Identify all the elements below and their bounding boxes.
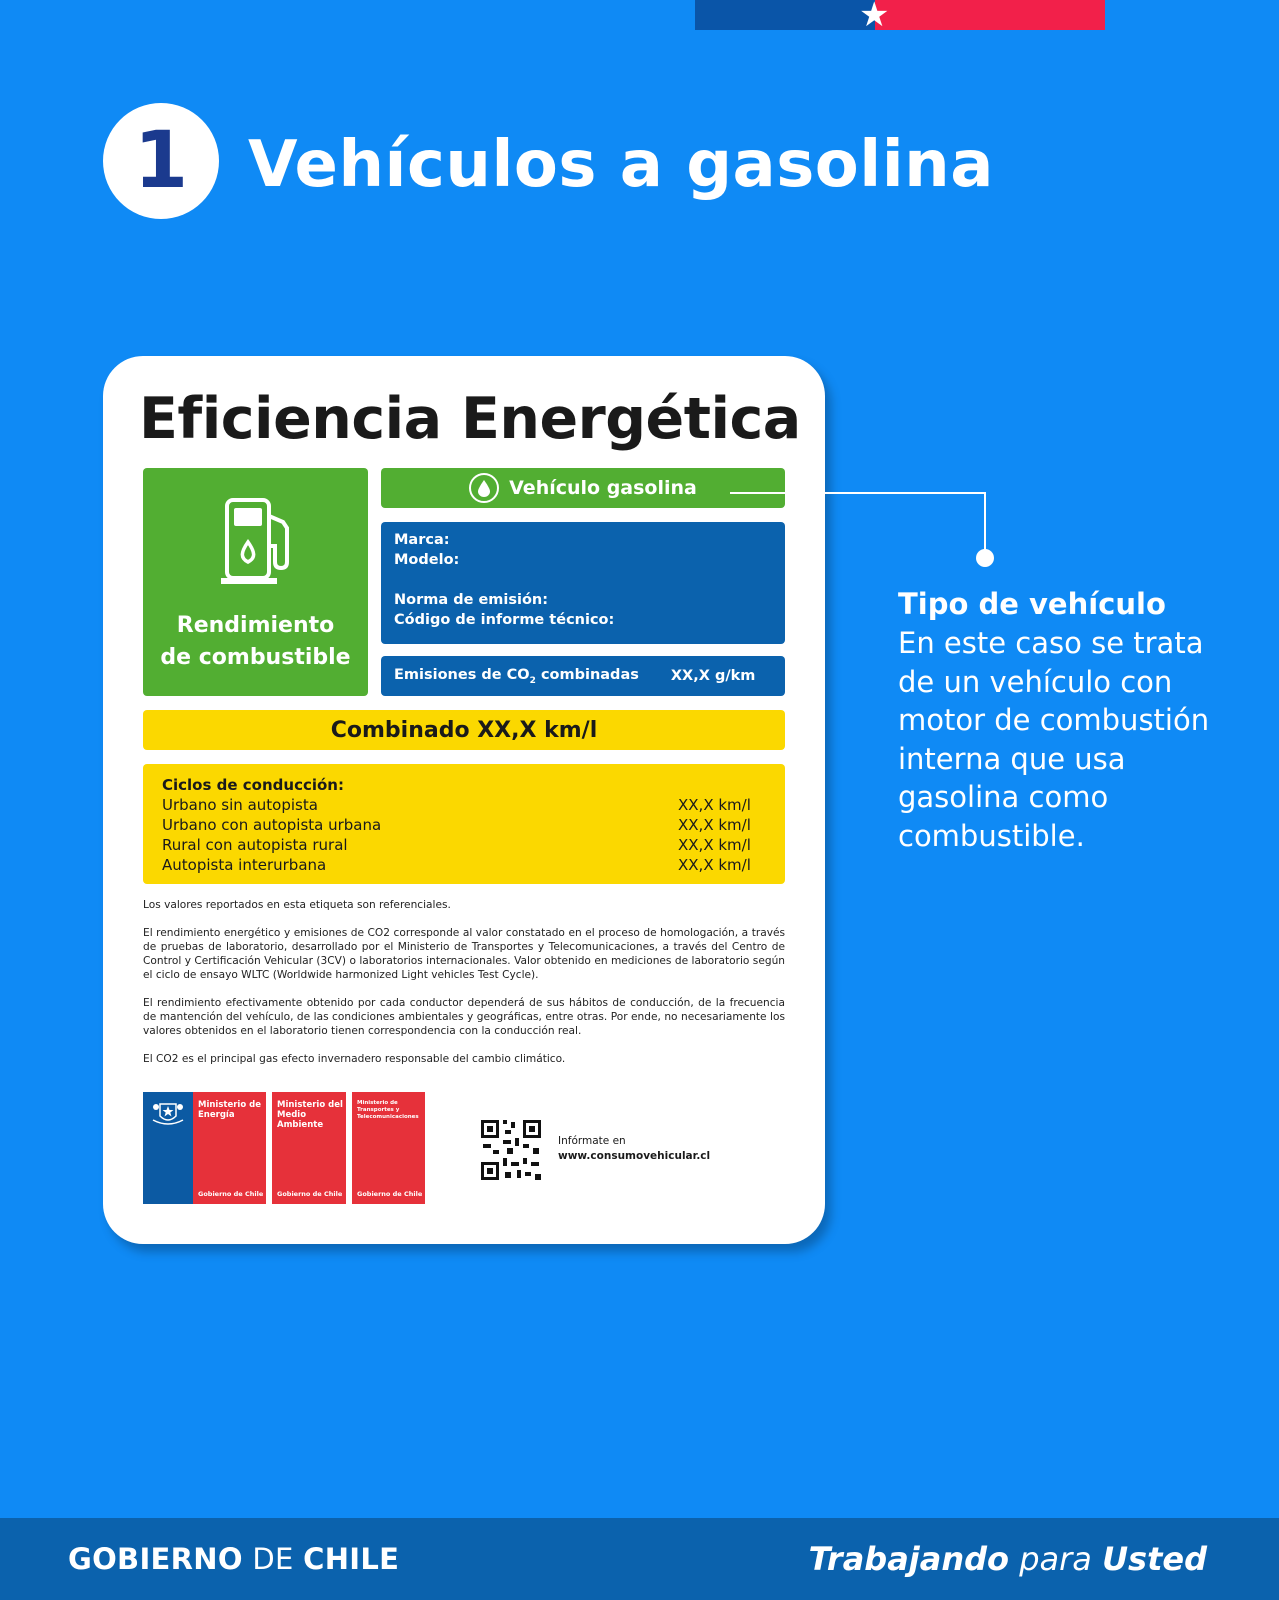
combined-efficiency: Combinado XX,X km/l	[143, 710, 785, 750]
step-number: 1	[103, 103, 219, 219]
website-link[interactable]: www.consumovehicular.cl	[558, 1150, 711, 1162]
vehicle-info-box	[381, 522, 785, 644]
callout-connector-line	[730, 492, 986, 494]
technical-report-label: Código de informe técnico:	[394, 612, 615, 628]
cycle-row: Autopista interurbana XX,X km/l	[162, 856, 751, 874]
footer-bar	[0, 1518, 1279, 1600]
vehicle-type-label: Vehículo gasolina	[509, 477, 697, 499]
energy-ministry-logo: Ministerio de Energía Gobierno de Chile	[143, 1092, 266, 1204]
coat-of-arms-icon	[151, 1098, 185, 1128]
cycles-title: Ciclos de conducción:	[162, 776, 344, 794]
emissions-box	[381, 656, 785, 696]
ministry-logos	[143, 1092, 425, 1204]
slogan: Trabajando para Usted	[808, 1540, 1207, 1578]
cycle-row: Urbano con autopista urbana XX,X km/l	[162, 816, 751, 834]
vehicle-type-bar	[381, 468, 785, 508]
driving-cycles-box	[143, 764, 785, 884]
flag-stripe	[695, 0, 1105, 35]
star-icon: ★	[859, 0, 890, 35]
model-label: Modelo:	[394, 552, 460, 568]
cycle-row: Urbano sin autopista XX,X km/l	[162, 796, 751, 814]
label-title: Eficiencia Energética	[139, 386, 801, 452]
transport-ministry-logo: Ministerio de Transportes y Telecomunicaciones Gobierno de Chile	[352, 1092, 425, 1204]
disclaimer-text: Los valores reportados en esta etiqueta son referenciales. El rendimiento energético y emisiones de CO2 corresponde al valor constatado en el proceso de homologación, a través de pruebas de laboratorio, desarrollado por el Ministerio de Transportes y Telecomunicaciones, a través del Centro de Control y Certificación Vehicular (3CV) o laboratorios internacionales. Valor obtenido en mediciones de laboratorio según el ciclo de ensayo WLTC (Worldwide harmonized Light vehicles Test Cycle). El rendimiento efectivamente obtenido por cada conductor dependerá de sus hábitos de conducción, de la frecuencia de mantención del vehículo, de las condiciones ambientales y geográficas, entre otras. Por ende, no necesariamente los valores obtenidos en el laboratorio tienen correspondencia con la conducción real. El CO2 es el principal gas efecto invernadero responsable del cambio climático.	[143, 899, 785, 1065]
callout-title: Tipo de vehículo	[898, 587, 1166, 621]
flag-red-section	[875, 0, 1105, 30]
emissions-label: Emisiones de $CO_2$ combinadas	[394, 666, 639, 686]
page-title: Vehículos a gasolina	[248, 128, 994, 202]
fuel-pump-icon	[221, 498, 297, 584]
environment-ministry-logo: Ministerio del Medio Ambiente Gobierno de Chile	[272, 1092, 346, 1204]
callout-body: En este caso se trata de un vehículo con motor de combustión interna que usa gasolina como combustible.	[898, 626, 1210, 853]
government-logo-text: GOBIERNO DE CHILE	[68, 1542, 400, 1576]
flag-blue-section	[695, 0, 875, 30]
vehicle-type-callout	[898, 584, 1238, 855]
fuel-drop-icon	[469, 473, 499, 503]
energy-efficiency-label	[103, 356, 825, 1244]
qr-caption: Infórmate en www.consumovehicular.cl	[558, 1135, 711, 1162]
emission-standard-label: Norma de emisión:	[394, 592, 549, 608]
cycle-row: Rural con autopista rural XX,X km/l	[162, 836, 751, 854]
callout-connector-dot	[976, 549, 994, 567]
fuel-performance-panel	[143, 468, 368, 696]
qr-code-icon[interactable]	[479, 1118, 543, 1182]
fuel-performance-label: Rendimiento de combustible	[160, 613, 351, 670]
brand-label: Marca:	[394, 532, 450, 548]
emissions-value: XX,X g/km	[670, 668, 756, 684]
